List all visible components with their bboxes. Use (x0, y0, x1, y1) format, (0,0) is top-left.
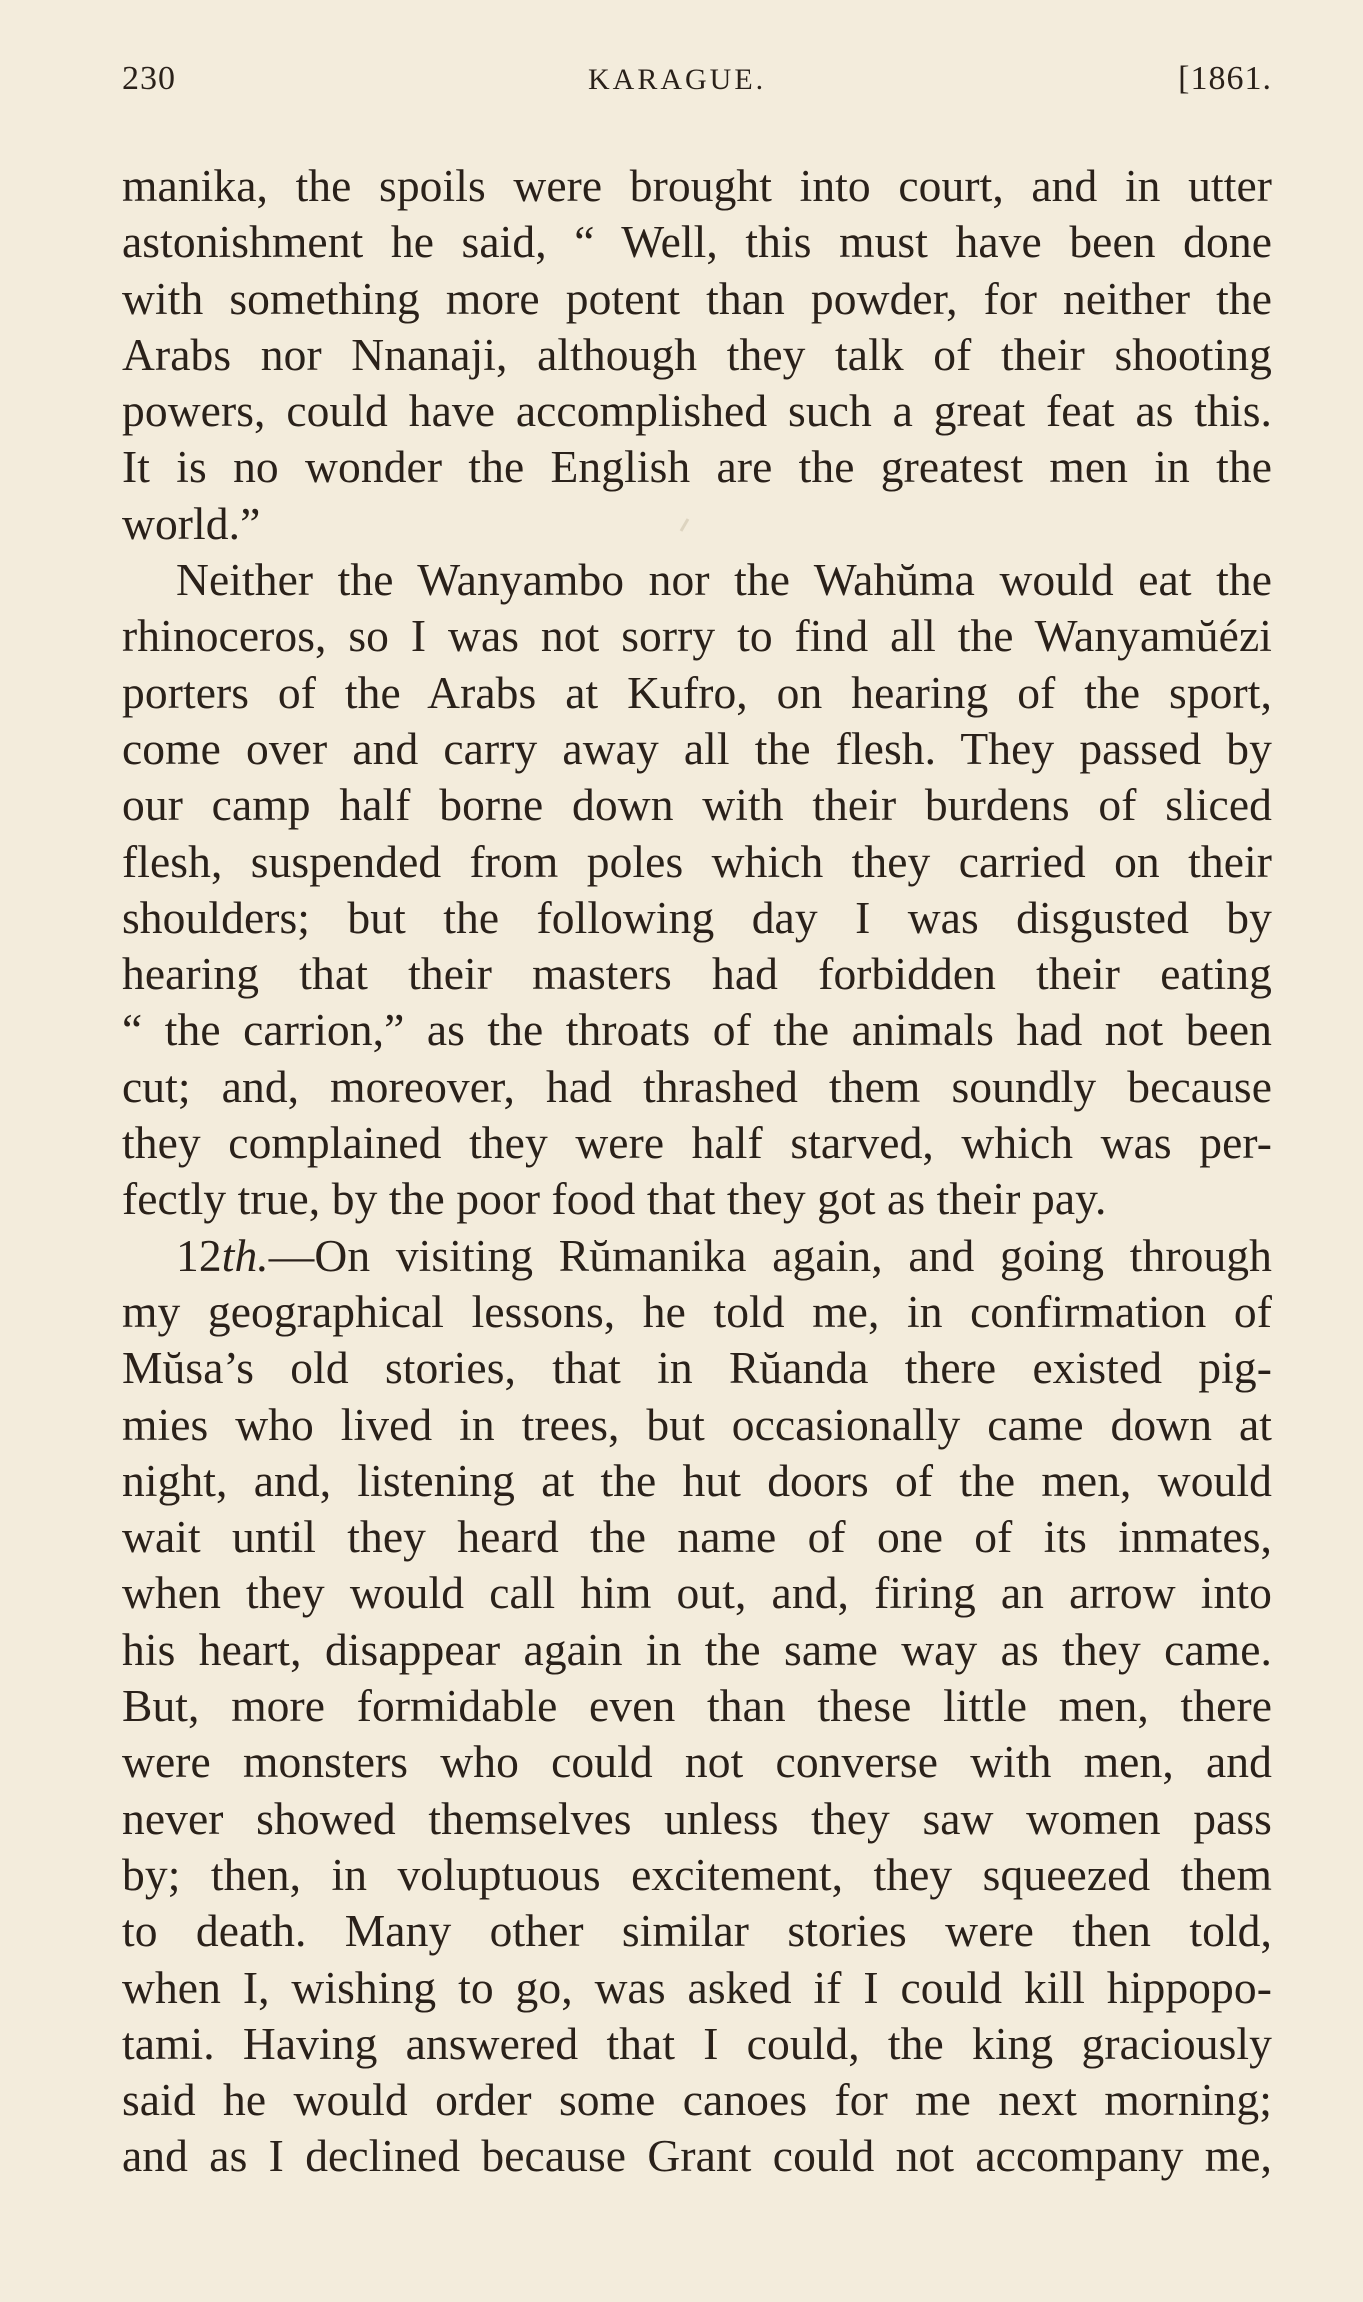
paragraph-end-line: world.” (122, 497, 261, 549)
text-line: hearing that their masters had forbidden their eating (122, 948, 1272, 1000)
text-line: tami. Having answered that I could, the king graciously (122, 2017, 1272, 2069)
paragraph-start-line: 12th.—On visiting Rŭmanika again, and going through (176, 1229, 1272, 1281)
text-line: they complained they were half starved, which was per- (122, 1117, 1272, 1169)
text-line: cut; and, moreover, had thrashed them soundly because (122, 1060, 1272, 1112)
text-line: never showed themselves unless they saw women pass (122, 1792, 1272, 1844)
text-line: powers, could have accomplished such a great feat as this. (122, 385, 1272, 437)
text-line: said he would order some canoes for me next morning; (122, 2074, 1272, 2126)
text-line: Arabs nor Nnanaji, although they talk of their shooting (122, 328, 1272, 380)
page-number: 230 (122, 60, 176, 97)
text-line: when they would call him out, and, firing an arrow into (122, 1567, 1272, 1619)
text-line: porters of the Arabs at Kufro, on hearing of the sport, (122, 666, 1272, 718)
text-line: and as I declined because Grant could not accompany me, (122, 2130, 1272, 2182)
text-line: to death. Many other similar stories were then told, (122, 1905, 1272, 1957)
page-body (122, 158, 1272, 2185)
paragraph-end-line: fectly true, by the poor food that they got as their pay. (122, 1173, 1107, 1225)
text-line: when I, wishing to go, was asked if I could kill hippopo- (122, 1961, 1272, 2013)
text-line: my geographical lessons, he told me, in confirmation of (122, 1285, 1272, 1337)
text-line: mies who lived in trees, but occasionally came down at (122, 1398, 1272, 1450)
text-line: manika, the spoils were brought into court, and in utter (122, 160, 1272, 211)
book-page (122, 60, 1272, 2260)
text-line: It is no wonder the English are the greatest men in the (122, 441, 1272, 493)
text-line: But, more formidable even than these little men, there (122, 1680, 1272, 1732)
text-line: flesh, suspended from poles which they carried on their (122, 835, 1272, 887)
text-line: were monsters who could not converse with men, and (122, 1736, 1272, 1788)
text-line: shoulders; but the following day I was disgusted by (122, 891, 1272, 943)
text-line: by; then, in voluptuous excitement, they squeezed them (122, 1848, 1272, 1900)
text-line: night, and, listening at the hut doors of the men, would (122, 1454, 1272, 1506)
year-marker: [1861. (1178, 60, 1272, 97)
text-line: our camp half borne down with their burdens of sliced (122, 779, 1272, 831)
text-line: “ the carrion,” as the throats of the animals had not been (122, 1004, 1272, 1056)
running-title: KARAGUE. (588, 63, 767, 96)
text-line: astonishment he said, “ Well, this must have been done (122, 216, 1272, 268)
text-line: rhinoceros, so I was not sorry to find all the Wanyamŭézi (122, 610, 1272, 662)
text-line: wait until they heard the name of one of its inmates, (122, 1511, 1272, 1563)
text-line: with something more potent than powder, for neither the (122, 272, 1272, 324)
text-line: his heart, disappear again in the same way as they came. (122, 1623, 1272, 1675)
text-line: come over and carry away all the flesh. They passed by (122, 722, 1272, 774)
text-line: Mŭsa’s old stories, that in Rŭanda there existed pig- (122, 1342, 1272, 1394)
running-header (122, 60, 1272, 140)
paragraph-start-line: Neither the Wanyambo nor the Wahŭma would eat the (176, 554, 1272, 606)
